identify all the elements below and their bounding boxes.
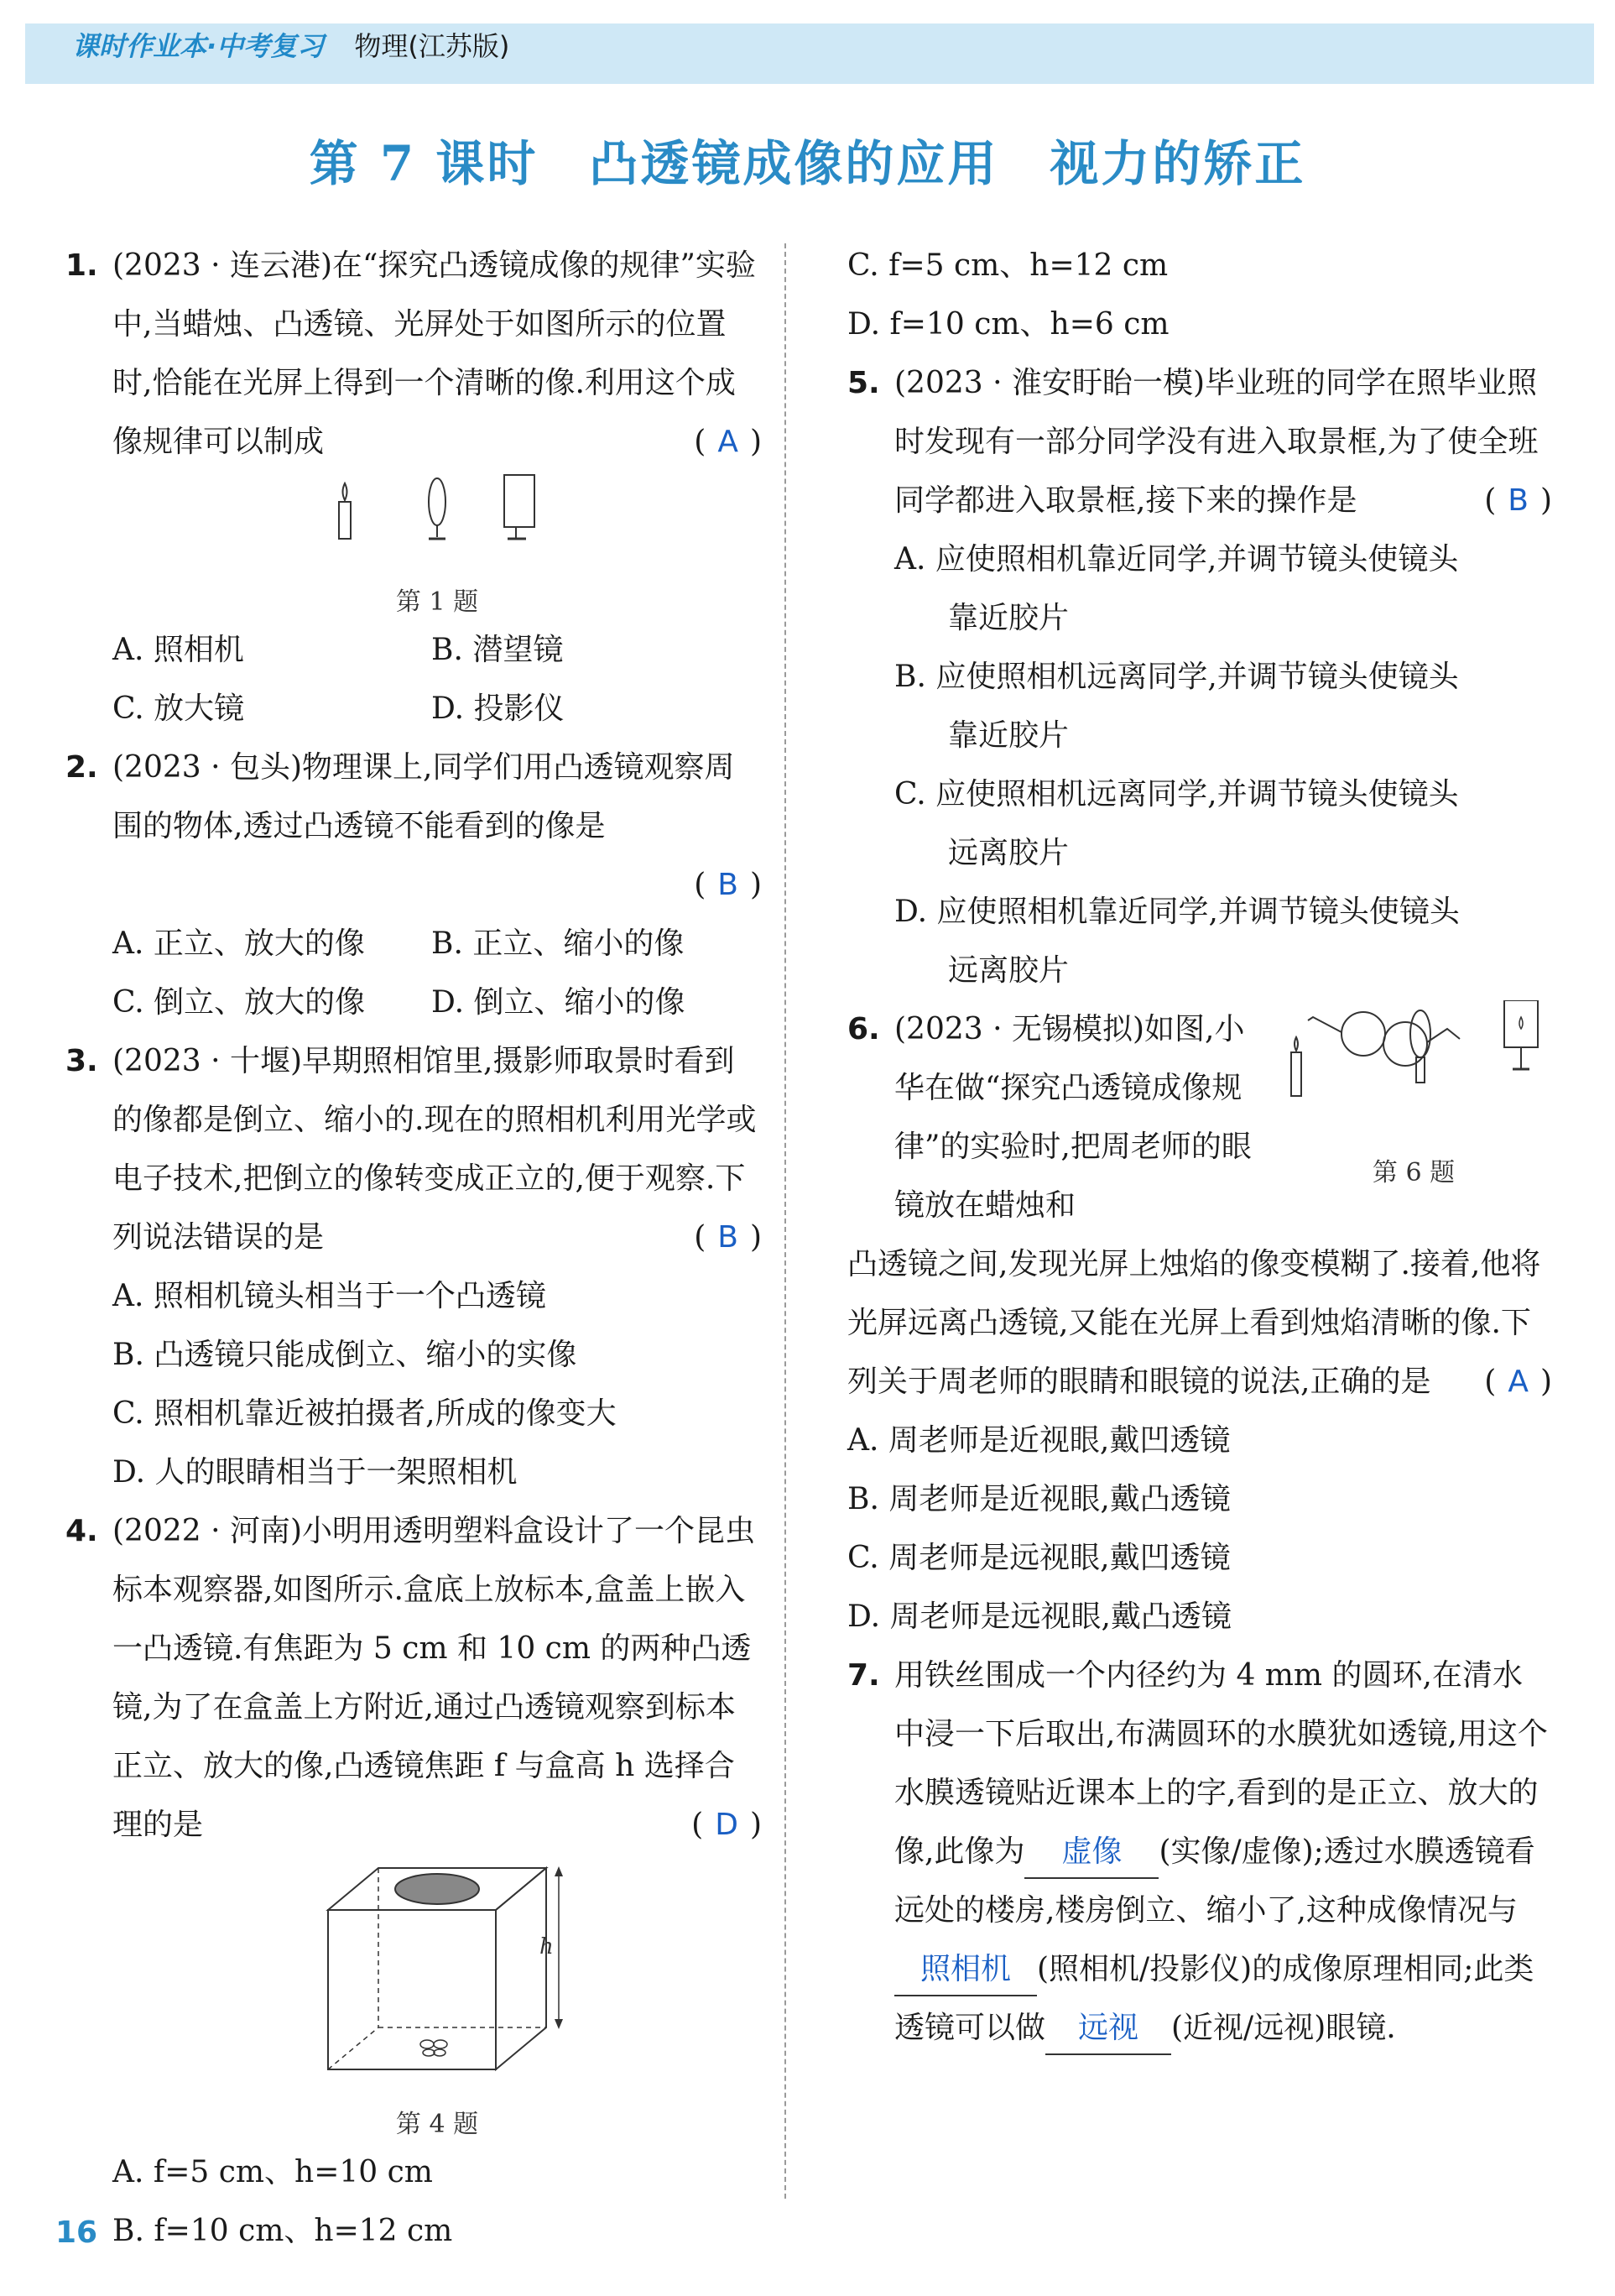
question-text: 用铁丝围成一个内径约为 4 mm 的圆环,在清水中浸一下后取出,布满圆环的水膜犹如透镜,用这个水膜透镜贴近课本上的字,看到的是正立、放大的像,此像为 虚像 (实像/虚像);透过水膜透镜看远处的楼房,楼房倒立、缩小了,这种成像情况与照相机 (照相机/投影仪)的成像原理相同;此类透镜可以做 远视 (近视/远视)眼镜. — [894, 1646, 1552, 2058]
figure-label: 第 4 题 — [395, 2110, 479, 2139]
figure-label: 第 1 题 — [395, 587, 479, 617]
option-a: A. 照相机镜头相当于一个凸透镜 — [112, 1279, 546, 1313]
options — [894, 530, 1552, 1000]
answer-letter: B — [1508, 483, 1529, 518]
option-a: A. 正立、放大的像 — [112, 926, 365, 961]
option-a: A. 应使照相机靠近同学,并调节镜头使镜头 靠近胶片 — [894, 542, 1459, 635]
candle-lens-screen-diagram — [311, 472, 563, 564]
question-text: (2023 · 连云港)在“探究凸透镜成像的规律”实验中,当蜡烛、凸透镜、光屏处于如图所示的位置时,恰能在光屏上得到一个清晰的像.利用这个成像规律可以制成 ( A ) — [112, 237, 762, 472]
options — [112, 915, 762, 1032]
question-text: (2023 · 淮安盱眙一模)毕业班的同学在照毕业照时发现有一部分同学没有进入取景框,为了使全班同学都进入取景框,接下来的操作是 ( B ) — [894, 354, 1552, 530]
header — [72, 25, 509, 67]
question-5 — [847, 354, 1552, 1000]
question-text: (2023 · 包头)物理课上,同学们用凸透镜观察周围的物体,透过凸透镜不能看到的像是 ( B ) — [112, 750, 762, 902]
option-c: C. 放大镜 — [112, 691, 245, 726]
figure-6 — [1275, 1000, 1552, 1192]
option-b: B. 周老师是近视眼,戴凸透镜 — [847, 1482, 1231, 1516]
question-text: 第 6 题 (2023 · 无锡模拟)如图,小华在做“探究凸透镜成像规律”的实验时,把周老师的眼镜放在蜡烛和 — [894, 1000, 1552, 1235]
option-d: D. 周老师是远视眼,戴凸透镜 — [847, 1599, 1232, 1634]
question-number: 1. — [65, 248, 98, 283]
question-text: (2023 · 十堰)早期照相馆里,摄影师取景时看到的像都是倒立、缩小的.现在的照相机利用光学或电子技术,把倒立的像转变成正立的,便于观察.下列说法错误的是 ( B ) — [112, 1032, 762, 1267]
option-d: D. 投影仪 — [431, 691, 565, 726]
page-title: 第 7 课时 凸透镜成像的应用 视力的矫正 — [309, 135, 1306, 192]
options — [112, 2143, 762, 2261]
options-continued — [847, 237, 1552, 354]
option-b: B. 潜望镜 — [431, 633, 564, 667]
question-7 — [847, 1646, 1552, 2058]
subject-name: 物理(江苏版) — [354, 30, 510, 62]
option-b: B. f=10 cm、h=12 cm — [112, 2214, 453, 2248]
column-divider — [784, 243, 786, 2199]
answer-bracket: ( A ) — [694, 425, 762, 459]
option-a: A. 照相机 — [112, 633, 244, 667]
page-number: 16 — [55, 2215, 98, 2250]
option-d: D. 倒立、缩小的像 — [431, 985, 685, 1020]
answer-letter: B — [717, 1220, 738, 1255]
option-c: C. 照相机靠近被拍摄者,所成的像变大 — [112, 1396, 617, 1431]
question-2 — [65, 738, 762, 1032]
answer-blank-1: 虚像 — [1024, 1827, 1159, 1879]
figure-1 — [112, 472, 762, 621]
answer-letter: A — [717, 425, 738, 459]
question-number: 5. — [847, 366, 880, 400]
answer-letter: D — [715, 1808, 738, 1842]
options — [112, 1267, 762, 1502]
option-c: C. 应使照相机远离同学,并调节镜头使镜头 远离胶片 — [894, 777, 1459, 870]
answer-letter: B — [717, 868, 738, 902]
figure-4 — [112, 1860, 762, 2143]
insect-box-diagram — [303, 1860, 571, 2086]
question-number: 6. — [847, 1012, 880, 1046]
question-text: (2022 · 河南)小明用透明塑料盒设计了一个昆虫标本观察器,如图所示.盒底上放标本,盒盖上嵌入一凸透镜.有焦距为 5 cm 和 10 cm 的两种凸透镜,为了在盒盖上方附近,通过凸透镜观察到标本正立、放大的像,凸透镜焦距 f 与盒高 h 选择合理的是 ( D ) — [112, 1502, 762, 1855]
option-b: B. 凸透镜只能成倒立、缩小的实像 — [112, 1338, 577, 1372]
option-d: D. 应使照相机靠近同学,并调节镜头使镜头 远离胶片 — [894, 895, 1460, 988]
answer-bracket: ( B ) — [694, 868, 762, 902]
answer-blank-2: 照相机 — [894, 1944, 1037, 1996]
answer-bracket: ( B ) — [694, 1220, 762, 1255]
right-column — [847, 237, 1552, 2058]
option-d: D. f=10 cm、h=6 cm — [847, 307, 1170, 342]
question-number: 7. — [847, 1658, 880, 1693]
answer-bracket: ( B ) — [1484, 483, 1552, 518]
height-label: h — [539, 1934, 554, 1959]
option-c: C. 周老师是远视眼,戴凹透镜 — [847, 1541, 1231, 1575]
option-a: A. 周老师是近视眼,戴凹透镜 — [847, 1423, 1231, 1458]
question-number: 3. — [65, 1044, 98, 1078]
options — [847, 1412, 1552, 1646]
option-c: C. f=5 cm、h=12 cm — [847, 248, 1169, 283]
question-6 — [847, 1000, 1552, 1646]
question-3 — [65, 1032, 762, 1502]
question-number: 2. — [65, 750, 98, 785]
series-name: 课时作业本·中考复习 — [72, 30, 325, 62]
question-4 — [65, 1502, 762, 2261]
options — [112, 621, 762, 738]
option-d: D. 人的眼睛相当于一架照相机 — [112, 1455, 518, 1490]
question-text-continued: 凸透镜之间,发现光屏上烛焰的像变模糊了.接着,他将光屏远离凸透镜,又能在光屏上看到烛焰清晰的像.下列关于周老师的眼睛和眼镜的说法,正确的是 ( A ) — [847, 1235, 1552, 1412]
left-column — [65, 237, 762, 2261]
question-number: 4. — [65, 1514, 98, 1548]
answer-blank-3: 远视 — [1045, 2003, 1171, 2055]
option-c: C. 倒立、放大的像 — [112, 985, 366, 1020]
option-b: B. 正立、缩小的像 — [431, 926, 685, 961]
answer-letter: A — [1508, 1365, 1529, 1399]
answer-bracket: ( D ) — [691, 1808, 762, 1842]
figure-label: 第 6 题 — [1372, 1158, 1456, 1187]
option-a: A. f=5 cm、h=10 cm — [112, 2155, 433, 2189]
glasses-candle-diagram — [1279, 1000, 1548, 1135]
answer-bracket: ( A ) — [1484, 1365, 1552, 1399]
option-b: B. 应使照相机远离同学,并调节镜头使镜头 靠近胶片 — [894, 660, 1459, 753]
question-1 — [65, 237, 762, 738]
